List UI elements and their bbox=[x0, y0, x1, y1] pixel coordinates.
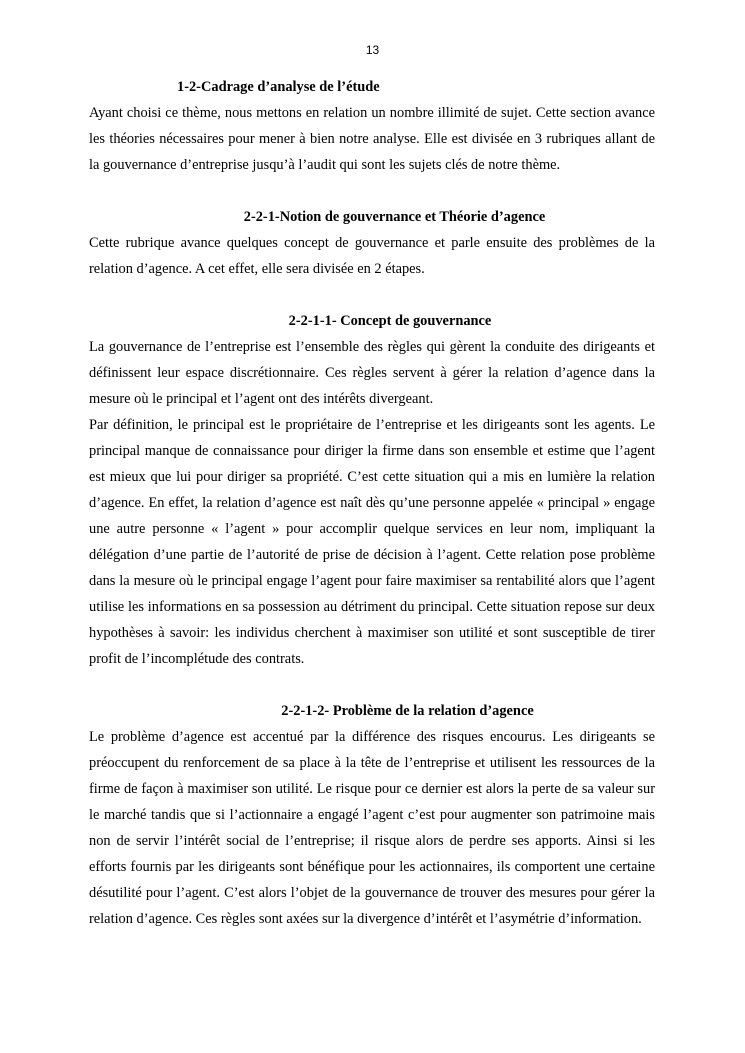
page-number: 13 bbox=[365, 43, 380, 57]
paragraph-probleme-agence: Le problème d’agence est accentué par la différence des risques encourus. Les dirigeants se préoccupent du renforcement de sa place à la tête de l’entreprise et utilisent les ressources de la firme de façon à maximiser son utilité. Le risque pour ce dernier est alors la perte de sa valeur sur le marché tandis que si l’actionnaire a engagé l’agent c’est pour augmenter son patrimoine mais non de servir l’intérêt social de l’entreprise; il risque alors de perdre ses apports. Ainsi si les efforts fournis par les dirigeants sont bénéfique pour les actionnaires, ils comportent une certaine désutilité pour l’agent. C’est alors l’objet de la gouvernance de trouver des mesures pour gérer la relation d’agence. Ces règles sont axées sur la divergence d’intérêt et l’asymétrie d’information. bbox=[89, 729, 655, 927]
section-heading-notion-gouvernance: 2-2-1-Notion de gouvernance et Théorie d’agence bbox=[243, 209, 546, 225]
paragraph-concept-gouvernance-1: La gouvernance de l’entreprise est l’ensemble des règles qui gèrent la conduite des dirigeants et définissent leur espace discrétionnaire. Ces règles servent à gérer la relation d’agence dans la mesure où le principal et l’agent ont des intérêts divergeant. bbox=[89, 339, 655, 407]
section-gap bbox=[89, 178, 655, 204]
section-gap bbox=[89, 672, 655, 698]
document-body bbox=[89, 74, 655, 932]
paragraph-cadrage: Ayant choisi ce thème, nous mettons en relation un nombre illimité de sujet. Cette section avance les théories nécessaires pour mener à bien notre analyse. Elle est divisée en 3 rubriques allant de la gouvernance d’entreprise jusqu’à l’audit qui sont les sujets clés de notre thème. bbox=[89, 105, 655, 173]
section-heading-concept-gouvernance: 2-2-1-1- Concept de gouvernance bbox=[288, 313, 492, 329]
section-heading-probleme-agence: 2-2-1-2- Problème de la relation d’agence bbox=[281, 703, 534, 719]
paragraph-concept-gouvernance-2: Par définition, le principal est le propriétaire de l’entreprise et les dirigeants sont les agents. Le principal manque de connaissance pour diriger la firme dans son ensemble et estime que l’agent est mieux que lui pour diriger sa propriété. C’est cette situation qui a mis en lumière la relation d’agence. En effet, la relation d’agence est naît dès qu’une personne appelée « principal » engage une autre personne « l’agent » pour accomplir quelque services en leur nom, impliquant la délégation d’une partie de l’autorité de prise de décision à l’agent. Cette relation pose problème dans la mesure où le principal engage l’agent pour faire maximiser sa rentabilité alors que l’agent utilise les informations en sa possession au détriment du principal. Cette situation repose sur deux hypothèses à savoir: les individus cherchent à maximiser son utilité et sont susceptible de tirer profit de l’incomplétude des contrats. bbox=[89, 417, 655, 667]
section-gap bbox=[89, 282, 655, 308]
section-heading-cadrage: 1-2-Cadrage d’analyse de l’étude bbox=[177, 79, 380, 95]
paragraph-notion-gouvernance: Cette rubrique avance quelques concept de gouvernance et parle ensuite des problèmes de la relation d’agence. A cet effet, elle sera divisée en 2 étapes. bbox=[89, 235, 655, 277]
